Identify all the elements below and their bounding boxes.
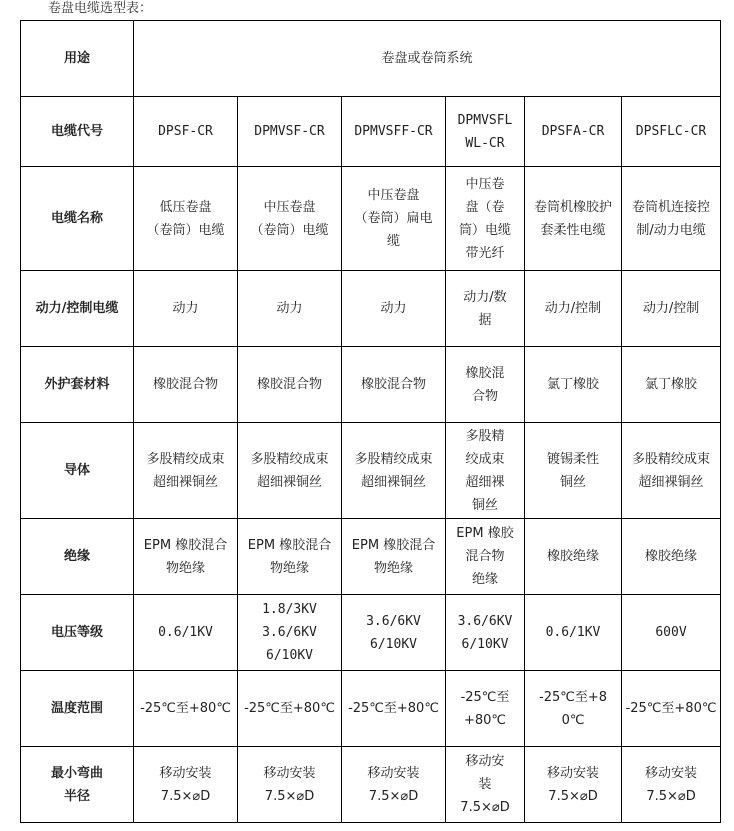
cell-text: 多股精绞成束 xyxy=(632,451,711,467)
table-cell xyxy=(446,271,525,347)
table-row xyxy=(21,423,721,519)
cell-text: 橡胶绝缘 xyxy=(645,549,698,564)
table-row xyxy=(21,167,721,271)
usage-value: 卷盘或卷筒系统 xyxy=(134,21,721,97)
cell-text: 动力/数 xyxy=(463,289,507,305)
table-cell xyxy=(134,347,238,423)
table-cell xyxy=(342,747,446,823)
cell-text: 卷筒机橡胶护 xyxy=(533,199,612,215)
cell-text: 橡胶混 xyxy=(465,365,505,381)
cell-text: 超细裸铜丝 xyxy=(256,474,322,490)
table-cell xyxy=(342,519,446,595)
table-cell xyxy=(446,347,525,423)
cell-text: 动力 xyxy=(276,301,303,316)
cell-text: 氯丁橡胶 xyxy=(546,377,599,392)
row-header-line: 电缆代号 xyxy=(50,124,103,139)
cell-text: 据 xyxy=(478,312,492,328)
table-cell xyxy=(622,97,721,167)
table-cell xyxy=(446,595,525,671)
cell-text: 动力 xyxy=(380,301,407,316)
table-cell xyxy=(622,519,721,595)
cell-text: 移动安装 xyxy=(645,765,698,781)
table-cell xyxy=(238,167,342,271)
cell-text: 镀锡柔性 xyxy=(546,451,599,467)
cell-text: -25℃至+80℃ xyxy=(348,701,439,716)
table-cell xyxy=(238,423,342,519)
cell-text: 6/10KV xyxy=(266,648,313,663)
cell-text: 橡胶混合物 xyxy=(360,377,426,392)
table-row xyxy=(21,519,721,595)
row-header-line: 最小弯曲 xyxy=(50,765,103,781)
table-row xyxy=(21,97,721,167)
row-header xyxy=(21,167,134,271)
cell-text: 合物 xyxy=(471,388,498,404)
table-row xyxy=(21,747,721,823)
table-cell xyxy=(134,97,238,167)
row-header-line: 电缆名称 xyxy=(50,211,103,226)
table-cell xyxy=(238,519,342,595)
cell-text: 混合物 xyxy=(465,549,505,564)
cell-text: 动力/控制 xyxy=(544,301,602,316)
table-row xyxy=(21,595,721,671)
row-header-line: 外护套材料 xyxy=(44,377,110,392)
table-cell xyxy=(525,97,622,167)
cell-text: 动力 xyxy=(172,301,199,316)
table-cell xyxy=(446,423,525,519)
table-cell xyxy=(622,167,721,271)
cell-text: -25℃至+80℃ xyxy=(539,689,607,728)
cell-text: 7.5×⌀D xyxy=(264,788,315,804)
table-cell xyxy=(134,671,238,747)
cell-text: 低压卷盘 xyxy=(159,199,212,215)
table-cell xyxy=(525,595,622,671)
cell-text: 绞成束 xyxy=(465,451,505,467)
cell-text: 卷筒机连接控 xyxy=(632,199,711,215)
cell-text: EPM 橡胶混合 xyxy=(351,537,436,553)
table-cell xyxy=(238,671,342,747)
table-cell xyxy=(525,347,622,423)
table-cell xyxy=(622,747,721,823)
table-cell xyxy=(342,347,446,423)
cell-text: 中压卷 xyxy=(465,176,505,192)
table-cell xyxy=(134,167,238,271)
cell-text: 7.5×⌀D xyxy=(368,788,419,804)
row-header-line: 半径 xyxy=(63,788,90,804)
cell-text: （卷筒）电缆 xyxy=(250,222,329,238)
table-cell xyxy=(622,347,721,423)
cell-text: 7.5×⌀D xyxy=(548,788,598,804)
cell-text: 0.6/1KV xyxy=(545,625,601,640)
table-cell xyxy=(525,671,622,747)
cell-text: 绝缘 xyxy=(471,572,498,587)
table-cell xyxy=(342,167,446,271)
cell-text: 3.6/6KV xyxy=(366,613,421,629)
cell-text: -25℃至+80℃ xyxy=(244,701,335,716)
table-cell xyxy=(238,271,342,347)
table-cell xyxy=(446,97,525,167)
cell-text: EPM 橡胶混合 xyxy=(143,537,228,553)
cell-text: +80℃ xyxy=(463,712,507,728)
row-header xyxy=(21,97,134,167)
cell-text: 移动安装 xyxy=(367,765,420,781)
cell-text: 多股精绞成束 xyxy=(354,451,433,467)
cell-text: 超细裸铜丝 xyxy=(360,474,426,490)
table-row xyxy=(21,347,721,423)
cell-text: 超细裸铜丝 xyxy=(152,474,218,490)
table-cell xyxy=(134,595,238,671)
table-cell xyxy=(622,595,721,671)
table-cell xyxy=(446,747,525,823)
cell-text: 铜丝 xyxy=(471,497,498,513)
cell-text: 筒）电缆 xyxy=(458,222,511,238)
cell-text: 超细裸 xyxy=(465,474,505,490)
cell-text: 缆 xyxy=(386,234,400,249)
cell-text: 装 xyxy=(478,777,492,792)
table-cell xyxy=(342,595,446,671)
table-cell xyxy=(238,97,342,167)
cell-text: 物绝缘 xyxy=(165,560,205,576)
row-header-line: 温度范围 xyxy=(50,701,103,716)
row-header xyxy=(21,595,134,671)
row-header xyxy=(21,671,134,747)
cell-text: 7.5×⌀D xyxy=(160,788,211,804)
cell-text: 6/10KV xyxy=(370,636,417,652)
cell-text: -25℃至+80℃ xyxy=(625,701,717,716)
cell-text: 移动安装 xyxy=(263,765,316,781)
table-cell xyxy=(342,97,446,167)
cell-text: DPMVSFL xyxy=(457,112,513,128)
cell-text: DPMVSFF-CR xyxy=(354,124,433,139)
table-cell xyxy=(525,167,622,271)
cell-text: （卷筒）扁电 xyxy=(354,211,433,226)
table-cell xyxy=(525,747,622,823)
cell-text: EPM 橡胶混合 xyxy=(247,537,332,553)
table-caption: 卷盘电缆选型表： xyxy=(48,1,153,16)
cell-text: 0.6/1KV xyxy=(158,625,213,640)
row-header-line: 动力/控制电缆 xyxy=(35,301,119,316)
row-header-line: 绝缘 xyxy=(63,549,90,564)
table-cell xyxy=(342,271,446,347)
table-row xyxy=(21,671,721,747)
cell-text: 多股精 xyxy=(465,428,505,444)
row-header xyxy=(21,519,134,595)
cell-text: 6/10KV xyxy=(461,636,509,652)
cell-text: -25℃至 xyxy=(460,689,510,705)
row-header-line: 导体 xyxy=(63,463,90,478)
table-cell xyxy=(238,747,342,823)
cell-text: DPSFA-CR xyxy=(541,124,605,139)
cell-text: 橡胶绝缘 xyxy=(546,549,599,564)
cell-text: 套柔性电缆 xyxy=(540,222,606,238)
cell-text: 带光纤 xyxy=(465,245,505,261)
cell-text: 600V xyxy=(655,625,687,640)
cell-text: 移动安装 xyxy=(546,765,599,781)
row-header xyxy=(21,423,134,519)
table-row-usage xyxy=(21,21,721,97)
cell-text: WL-CR xyxy=(465,135,505,151)
cell-text: 3.6/6KV xyxy=(262,625,317,640)
table-cell xyxy=(446,671,525,747)
cell-text: 1.8/3KV xyxy=(262,602,317,617)
cell-text: 中压卷盘 xyxy=(367,188,420,203)
table-cell xyxy=(238,595,342,671)
table-cell xyxy=(446,519,525,595)
cell-text: 中压卷盘 xyxy=(263,199,316,215)
cell-text: 氯丁橡胶 xyxy=(645,377,698,392)
table-cell xyxy=(342,423,446,519)
cell-text: 多股精绞成束 xyxy=(250,451,329,467)
table-cell xyxy=(342,671,446,747)
cell-text: 超细裸铜丝 xyxy=(638,474,704,490)
cell-text: 7.5×⌀D xyxy=(460,800,510,815)
row-header-usage: 用途 xyxy=(21,21,134,97)
cell-text: DPMVSF-CR xyxy=(254,124,325,139)
table-cell xyxy=(525,519,622,595)
row-header xyxy=(21,747,134,823)
cell-text: 橡胶混合物 xyxy=(152,377,218,392)
cable-selection-table xyxy=(20,20,721,823)
table-cell xyxy=(446,167,525,271)
cell-text: 物绝缘 xyxy=(373,560,413,576)
table-cell xyxy=(134,747,238,823)
cell-text: -25℃至+80℃ xyxy=(140,701,231,716)
cell-text: 制/动力电缆 xyxy=(636,222,706,238)
row-header xyxy=(21,271,134,347)
cell-text: （卷筒）电缆 xyxy=(146,222,225,238)
cell-text: 橡胶混合物 xyxy=(256,377,322,392)
table-cell xyxy=(134,423,238,519)
cell-text: DPSFLC-CR xyxy=(635,124,707,139)
row-header-line: 电压等级 xyxy=(50,625,103,640)
table-cell xyxy=(134,519,238,595)
table-cell xyxy=(525,423,622,519)
table-cell xyxy=(622,423,721,519)
table-cell xyxy=(134,271,238,347)
table-cell xyxy=(622,671,721,747)
cell-text: 铜丝 xyxy=(559,474,586,490)
table-cell xyxy=(622,271,721,347)
cell-text: 动力/控制 xyxy=(642,301,700,316)
cell-text: DPSF-CR xyxy=(158,124,213,139)
table-cell xyxy=(525,271,622,347)
cell-text: 盘（卷 xyxy=(465,199,505,215)
cell-text: 3.6/6KV xyxy=(457,613,513,629)
cell-text: 移动安 xyxy=(465,754,505,769)
row-header xyxy=(21,347,134,423)
cell-text: 7.5×⌀D xyxy=(646,788,696,804)
cell-text: 多股精绞成束 xyxy=(146,451,225,467)
cell-text: EPM 橡胶 xyxy=(456,526,514,541)
table-row xyxy=(21,271,721,347)
table-cell xyxy=(238,347,342,423)
cell-text: 移动安装 xyxy=(159,765,212,781)
cell-text: 物绝缘 xyxy=(269,560,309,576)
